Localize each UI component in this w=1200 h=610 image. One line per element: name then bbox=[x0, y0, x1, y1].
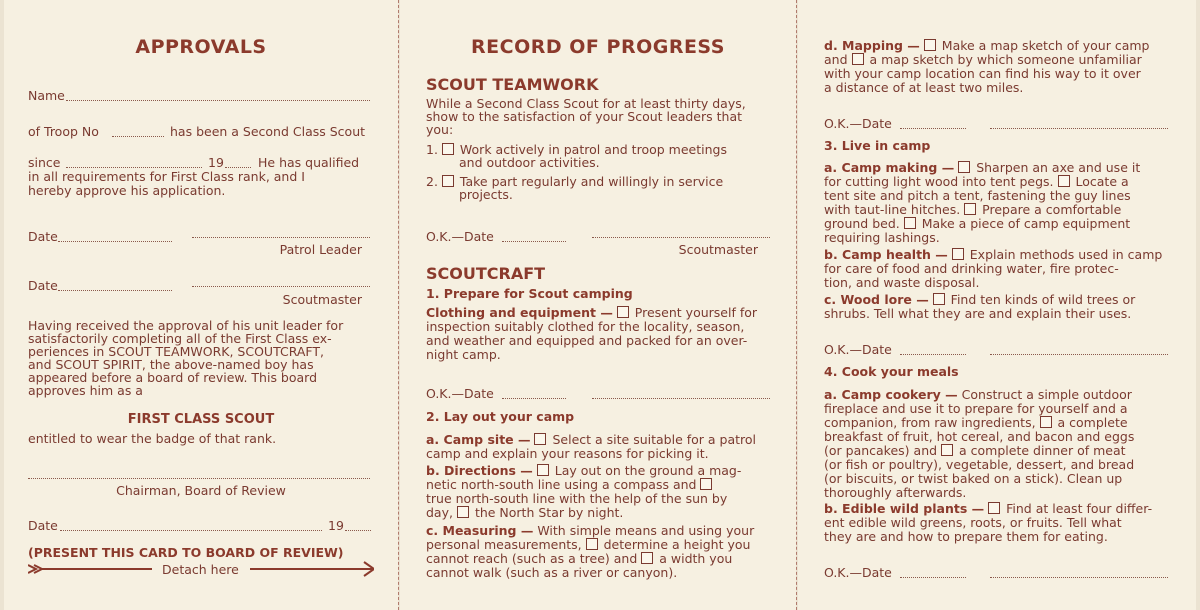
cookery-text-7: a complete dinner of meat bbox=[959, 443, 1126, 458]
directions-checkbox-3[interactable] bbox=[457, 506, 469, 518]
section-3-heading: 3. Live in camp bbox=[824, 138, 931, 153]
measuring-text-1: With simple means and using your bbox=[537, 523, 755, 538]
camp-making-text-7: ground bed. bbox=[824, 216, 900, 231]
cookery-line-4: breakfast of fruit, hot cereal, and bacon and eggs bbox=[824, 429, 1135, 444]
item-2-text-2: projects. bbox=[459, 187, 513, 202]
cookery-line-6: (or fish or poultry), vegetable, dessert, and bread bbox=[824, 457, 1135, 472]
cookery-checkbox-1[interactable] bbox=[1040, 416, 1052, 428]
since-label: since bbox=[28, 155, 61, 170]
edible-label: b. Edible wild plants — bbox=[824, 501, 985, 516]
item-1-text: Work actively in patrol and troop meetings bbox=[459, 142, 727, 157]
camp-making-checkbox-2[interactable] bbox=[1058, 175, 1070, 187]
item-2-checkbox[interactable] bbox=[442, 175, 454, 187]
camp-making-line-5 bbox=[824, 217, 1130, 231]
review-line-3: periences in SCOUT TEAMWORK, SCOUTCRAFT, bbox=[28, 344, 325, 359]
mapping-text-2: a map sketch by which someone unfamiliar bbox=[869, 52, 1142, 67]
directions-line-2 bbox=[426, 478, 714, 492]
directions-line-4 bbox=[426, 506, 623, 520]
chairman-signature[interactable] bbox=[28, 478, 370, 479]
ok-date-field-1[interactable] bbox=[502, 241, 566, 242]
item-1-checkbox[interactable] bbox=[442, 143, 454, 155]
ok-date-field-2[interactable] bbox=[502, 398, 566, 399]
directions-day: day, bbox=[426, 505, 453, 520]
review-year-field[interactable] bbox=[345, 530, 371, 531]
cookery-line-5 bbox=[824, 444, 1126, 458]
camp-making-line-6: requiring lashings. bbox=[824, 230, 940, 245]
camp-making-line-2 bbox=[824, 175, 1129, 189]
camp-making-checkbox-3[interactable] bbox=[964, 203, 976, 215]
ok-date-field-5[interactable] bbox=[900, 577, 966, 578]
scoutmaster-signature-teamwork[interactable] bbox=[592, 237, 770, 238]
camp-making-text-3: Locate a bbox=[1075, 174, 1129, 189]
requirements-line-2: hereby approve his application. bbox=[28, 183, 226, 198]
edible-text-1: Find at least four differ- bbox=[1006, 501, 1153, 516]
date-label-1: Date bbox=[28, 229, 58, 244]
section-2-heading: 2. Lay out your camp bbox=[426, 409, 575, 424]
camp-health-text-1: Explain methods used in camp bbox=[969, 247, 1163, 262]
scoutcraft-continued-panel bbox=[798, 0, 1196, 610]
camp-health-checkbox[interactable] bbox=[952, 248, 964, 260]
date-field-3[interactable] bbox=[60, 530, 322, 531]
item-1-text-2: and outdoor activities. bbox=[459, 155, 600, 170]
arrow-tail-icon bbox=[28, 562, 50, 576]
year-19: 19 bbox=[208, 155, 224, 170]
teamwork-heading: SCOUT TEAMWORK bbox=[426, 75, 599, 94]
ok-date-label-3: O.K.—Date bbox=[824, 116, 892, 131]
camp-health-label: b. Camp health — bbox=[824, 247, 948, 262]
detach-line-left bbox=[50, 568, 152, 570]
mapping-line-1 bbox=[824, 39, 1149, 53]
edible-line-1 bbox=[824, 502, 1152, 516]
scoutmaster-signature[interactable] bbox=[192, 286, 370, 287]
clothing-text-1: Present yourself for bbox=[634, 305, 758, 320]
troop-label: of Troop No bbox=[28, 124, 99, 139]
clothing-line-3: and weather and equipped and packed for an over- bbox=[426, 333, 748, 348]
review-line-4: and SCOUT SPIRIT, the above-named boy has bbox=[28, 357, 314, 372]
campsite-checkbox[interactable] bbox=[534, 433, 546, 445]
teamwork-intro-2: show to the satisfaction of your Scout leaders that bbox=[426, 109, 743, 124]
cookery-line-8: thoroughly afterwards. bbox=[824, 485, 967, 500]
cookery-checkbox-2[interactable] bbox=[941, 444, 953, 456]
measuring-text-5: a width you bbox=[659, 551, 733, 566]
rank-title: FIRST CLASS SCOUT bbox=[127, 412, 275, 427]
item-1-number: 1. bbox=[426, 142, 438, 157]
patrol-leader-signature[interactable] bbox=[192, 237, 370, 238]
year-19-review: 19 bbox=[328, 518, 344, 533]
cookery-text-3: companion, from raw ingredients, bbox=[824, 415, 1036, 430]
mapping-checkbox-1[interactable] bbox=[924, 39, 936, 51]
campsite-line-2: camp and explain your reasons for picking it. bbox=[426, 446, 709, 461]
edible-checkbox[interactable] bbox=[988, 502, 1000, 514]
ok-date-label-5: O.K.—Date bbox=[824, 565, 892, 580]
clothing-line-2: inspection suitably clothed for the locality, season, bbox=[426, 319, 745, 334]
campsite-line-1 bbox=[426, 433, 756, 447]
directions-label: b. Directions — bbox=[426, 463, 533, 478]
directions-text-1: Lay out on the ground a mag- bbox=[554, 463, 742, 478]
camp-making-text-1: Sharpen an axe and use it bbox=[976, 160, 1141, 175]
camp-health-line-2: for care of food and drinking water, fire protec- bbox=[824, 261, 1119, 276]
troop-number-field[interactable] bbox=[112, 136, 164, 137]
signature-line-3[interactable] bbox=[990, 128, 1168, 129]
clothing-line-4: night camp. bbox=[426, 347, 501, 362]
detach-here: Detach here bbox=[162, 562, 239, 577]
clothing-checkbox[interactable] bbox=[617, 306, 629, 318]
ok-date-label-1: O.K.—Date bbox=[426, 229, 494, 244]
camp-making-text-2: for cutting light wood into tent pegs. bbox=[824, 174, 1054, 189]
directions-line-1 bbox=[426, 464, 741, 478]
mapping-and: and bbox=[824, 52, 848, 67]
ok-date-label-4: O.K.—Date bbox=[824, 342, 892, 357]
record-of-progress-panel bbox=[400, 0, 796, 610]
entitled-text: entitled to wear the badge of that rank. bbox=[28, 431, 277, 446]
review-line-1: Having received the approval of his unit leader for bbox=[28, 318, 344, 333]
clothing-label: Clothing and equipment — bbox=[426, 305, 613, 320]
scoutcraft-heading: SCOUTCRAFT bbox=[426, 264, 546, 283]
cookery-text-4: a complete bbox=[1057, 415, 1128, 430]
directions-text-5: the North Star by night. bbox=[474, 505, 624, 520]
cookery-text-1: Construct a simple outdoor bbox=[961, 387, 1132, 402]
campsite-text-1: Select a site suitable for a patrol bbox=[552, 432, 757, 447]
camp-making-checkbox-1[interactable] bbox=[958, 161, 970, 173]
edible-line-2: ent edible wild greens, roots, or fruits. Tell what bbox=[824, 515, 1122, 530]
chairman-caption: Chairman, Board of Review bbox=[116, 483, 286, 498]
review-line-2: satisfactorily completing all of the First Class ex- bbox=[28, 331, 332, 346]
wood-lore-checkbox[interactable] bbox=[933, 293, 945, 305]
measuring-text-2: personal measurements, bbox=[426, 537, 582, 552]
qualified-text: He has qualified bbox=[258, 155, 360, 170]
patrol-leader-caption: Patrol Leader bbox=[279, 242, 362, 257]
camp-making-line-3: tent site and pitch a tent, fastening the guy lines bbox=[824, 188, 1131, 203]
review-line-6: approves him as a bbox=[28, 383, 143, 398]
camp-health-line-3: tion, and waste disposal. bbox=[824, 275, 980, 290]
name-field[interactable] bbox=[66, 100, 370, 101]
ok-date-label-2: O.K.—Date bbox=[426, 386, 494, 401]
cookery-label: a. Camp cookery — bbox=[824, 387, 958, 402]
measuring-checkbox-1[interactable] bbox=[586, 538, 598, 550]
mapping-label: d. Mapping — bbox=[824, 38, 920, 53]
measuring-line-2 bbox=[426, 538, 750, 552]
camp-making-line-1 bbox=[824, 161, 1140, 175]
approvals-panel bbox=[4, 0, 398, 610]
directions-checkbox-1[interactable] bbox=[537, 464, 549, 476]
date-field-1[interactable] bbox=[58, 241, 172, 242]
ok-date-field-4[interactable] bbox=[900, 354, 966, 355]
wood-lore-label: c. Wood lore — bbox=[824, 292, 929, 307]
date-field-2[interactable] bbox=[58, 290, 172, 291]
camp-making-text-5: with taut-line hitches. bbox=[824, 202, 961, 217]
mapping-line-2 bbox=[824, 53, 1142, 67]
directions-text-2: netic north-south line using a compass and bbox=[426, 477, 697, 492]
teamwork-intro-3: you: bbox=[426, 122, 454, 137]
requirements-line-1: in all requirements for First Class rank, and I bbox=[28, 169, 305, 184]
name-label: Name bbox=[28, 88, 65, 103]
arrow-head-icon bbox=[356, 561, 374, 577]
directions-line-3: true north-south line with the help of the sun by bbox=[426, 491, 728, 506]
edible-line-3: they are and how to prepare them for eating. bbox=[824, 529, 1108, 544]
mapping-line-4: a distance of at least two miles. bbox=[824, 80, 1024, 95]
camp-making-checkbox-4[interactable] bbox=[904, 217, 916, 229]
section-4-heading: 4. Cook your meals bbox=[824, 364, 959, 379]
clothing-line-1 bbox=[426, 306, 757, 320]
directions-checkbox-2[interactable] bbox=[700, 478, 712, 490]
measuring-label: c. Measuring — bbox=[426, 523, 534, 538]
mapping-line-3: with your camp location can find his way to it over bbox=[824, 66, 1141, 81]
mapping-checkbox-2[interactable] bbox=[852, 53, 864, 65]
signature-line-2[interactable] bbox=[592, 398, 770, 399]
cookery-text-6: (or pancakes) and bbox=[824, 443, 938, 458]
since-year-field[interactable] bbox=[225, 167, 251, 168]
approvals-title: APPROVALS bbox=[135, 36, 267, 58]
camp-making-text-8: Make a piece of camp equipment bbox=[921, 216, 1131, 231]
measuring-checkbox-2[interactable] bbox=[641, 552, 653, 564]
progress-title: RECORD OF PROGRESS bbox=[471, 36, 725, 58]
campsite-label: a. Camp site — bbox=[426, 432, 531, 447]
measuring-line-1 bbox=[426, 524, 754, 538]
signature-line-5[interactable] bbox=[990, 577, 1168, 578]
mapping-text-1: Make a map sketch of your camp bbox=[941, 38, 1150, 53]
present-card-notice: (PRESENT THIS CARD TO BOARD OF REVIEW) bbox=[28, 545, 344, 560]
teamwork-intro-1: While a Second Class Scout for at least thirty days, bbox=[426, 96, 746, 111]
camp-making-label: a. Camp making — bbox=[824, 160, 955, 175]
camp-making-text-6: Prepare a comfortable bbox=[982, 202, 1122, 217]
camp-making-line-4 bbox=[824, 203, 1121, 217]
scoutmaster-caption: Scoutmaster bbox=[282, 292, 362, 307]
cookery-line-1 bbox=[824, 388, 1132, 402]
cookery-line-7: (or biscuits, or twist baked on a stick). Clean up bbox=[824, 471, 1123, 486]
item-2-number: 2. bbox=[426, 174, 438, 189]
date-label-3: Date bbox=[28, 518, 58, 533]
ok-date-field-3[interactable] bbox=[900, 128, 966, 129]
troop-suffix: has been a Second Class Scout bbox=[170, 124, 366, 139]
section-1-heading: 1. Prepare for Scout camping bbox=[426, 286, 633, 301]
wood-lore-line-1 bbox=[824, 293, 1135, 307]
since-date-field[interactable] bbox=[66, 167, 202, 168]
cookery-line-3 bbox=[824, 416, 1128, 430]
detach-line-right bbox=[250, 568, 358, 570]
measuring-text-4: cannot reach (such as a tree) and bbox=[426, 551, 638, 566]
wood-lore-line-2: shrubs. Tell what they are and explain their uses. bbox=[824, 306, 1132, 321]
cookery-line-2: fireplace and use it to prepare for yourself and a bbox=[824, 401, 1128, 416]
date-label-2: Date bbox=[28, 278, 58, 293]
camp-health-line-1 bbox=[824, 248, 1162, 262]
item-2-text: Take part regularly and willingly in service bbox=[459, 174, 724, 189]
wood-lore-text-1: Find ten kinds of wild trees or bbox=[950, 292, 1136, 307]
review-line-5: appeared before a board of review. This board bbox=[28, 370, 318, 385]
scoutmaster-caption-teamwork: Scoutmaster bbox=[678, 242, 758, 257]
measuring-line-3 bbox=[426, 552, 732, 566]
measuring-text-3: determine a height you bbox=[603, 537, 751, 552]
measuring-line-4: cannot walk (such as a river or canyon). bbox=[426, 565, 678, 580]
signature-line-4[interactable] bbox=[990, 354, 1168, 355]
